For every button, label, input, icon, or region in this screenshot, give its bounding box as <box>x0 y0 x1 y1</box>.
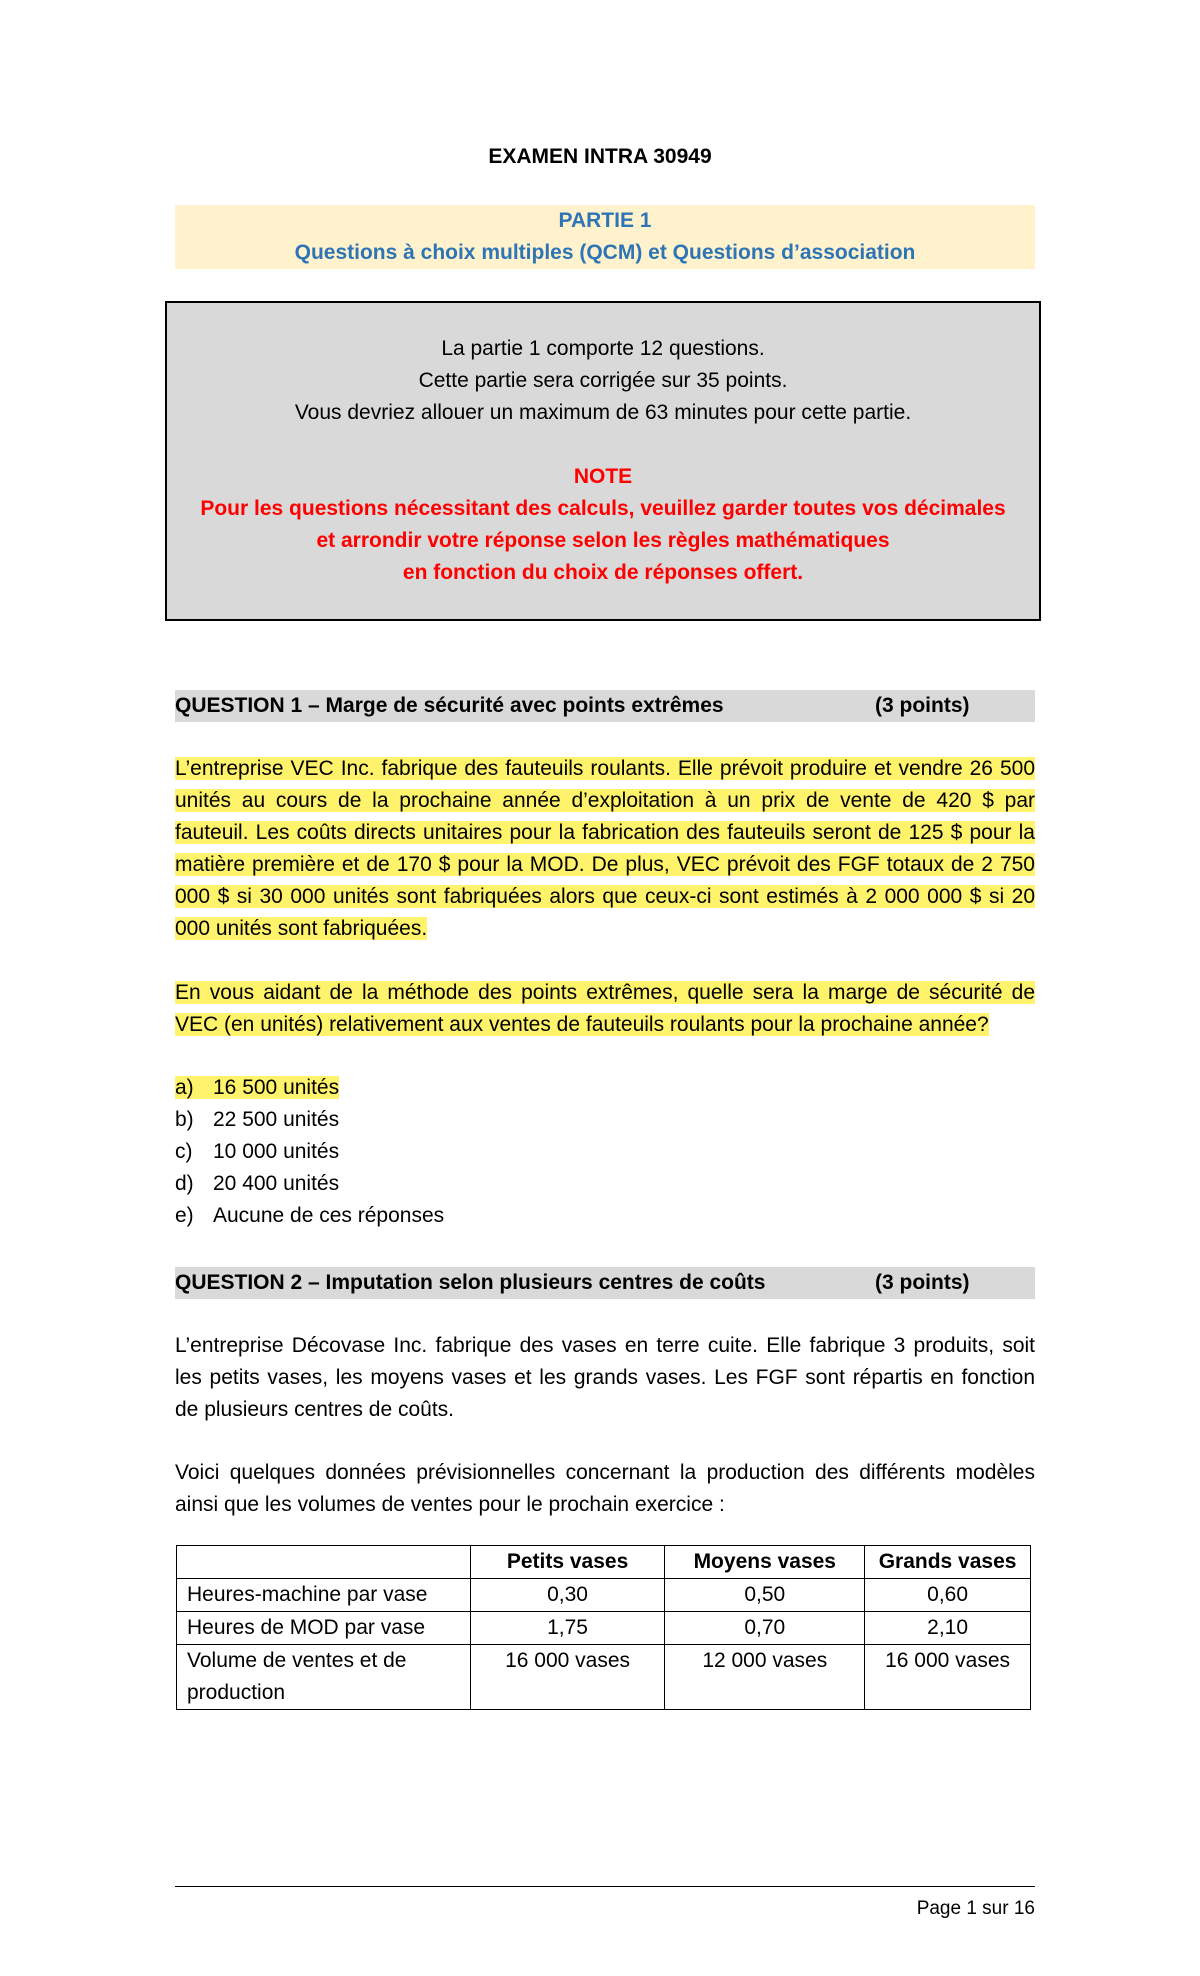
info-line-3: Vous devriez allouer un maximum de 63 minutes pour cette partie. <box>294 401 912 424</box>
option-text: 10 000 unités <box>213 1140 340 1163</box>
question-1-option-e[interactable] <box>175 1200 444 1232</box>
table-cell: 0,70 <box>665 1612 865 1645</box>
question-2-context: L’entreprise Décovase Inc. fabrique des vases en terre cuite. Elle fabrique 3 produits, soit les petits vases, les moyens vases et les grands vases. Les FGF sont répartis en fonction de plusieurs centres de coûts. <box>175 1334 1035 1421</box>
part-label: PARTIE 1 <box>558 209 652 232</box>
instructions-box <box>165 301 1041 621</box>
question-1-statement <box>175 753 1035 945</box>
table-cell: 0,50 <box>665 1579 865 1612</box>
note-line-3: en fonction du choix de réponses offert. <box>402 561 804 584</box>
footer-divider <box>175 1886 1035 1887</box>
table-row <box>177 1645 1031 1710</box>
table-header-cell: Petits vases <box>470 1546 665 1579</box>
table-cell: Heures de MOD par vase <box>177 1612 471 1645</box>
info-line-2: Cette partie sera corrigée sur 35 points. <box>418 369 788 392</box>
question-1-option-b[interactable] <box>175 1104 339 1136</box>
question-1-option-c[interactable] <box>175 1136 339 1168</box>
option-text: Aucune de ces réponses <box>213 1204 445 1227</box>
question-1-option-a[interactable] <box>175 1072 339 1104</box>
question-2-title: QUESTION 2 – Imputation selon plusieurs centres de coûts <box>175 1271 766 1294</box>
option-letter: c) <box>175 1140 193 1163</box>
note-line-2: et arrondir votre réponse selon les règles mathématiques <box>316 529 890 552</box>
part-subtitle: Questions à choix multiples (QCM) et Questions d’association <box>294 241 916 264</box>
question-1-header <box>175 690 1035 722</box>
option-letter: b) <box>175 1108 194 1131</box>
table-row <box>177 1579 1031 1612</box>
question-1-title: QUESTION 1 – Marge de sécurité avec points extrêmes <box>175 694 724 717</box>
option-letter: d) <box>175 1172 194 1195</box>
table-cell: 0,60 <box>865 1579 1031 1612</box>
table-cell: Volume de ventes et de production <box>177 1645 471 1710</box>
production-data-table <box>176 1545 1031 1710</box>
option-letter: e) <box>175 1204 194 1227</box>
table-cell: 1,75 <box>470 1612 665 1645</box>
table-cell: 12 000 vases <box>665 1645 865 1710</box>
note-line-1: Pour les questions nécessitant des calculs, veuillez garder toutes vos décimales <box>200 497 1006 520</box>
part-banner <box>175 205 1035 269</box>
table-header-cell <box>177 1546 471 1579</box>
table-header-cell: Moyens vases <box>665 1546 865 1579</box>
table-cell: 2,10 <box>865 1612 1031 1645</box>
table-cell: 0,30 <box>470 1579 665 1612</box>
question-2-points: (3 points) <box>875 1271 970 1294</box>
table-cell: Heures-machine par vase <box>177 1579 471 1612</box>
table-cell: 16 000 vases <box>865 1645 1031 1710</box>
exam-title: EXAMEN INTRA 30949 <box>488 145 712 168</box>
question-1-context: L’entreprise VEC Inc. fabrique des fauteuils roulants. Elle prévoit produire et vendre 26 500 unités au cours de la prochaine année d’exploitation à un prix de vente de 420 $ par fauteuil. Les coûts directs unitaires pour la fabrication des fauteuils seront de 125 $ pour la matière première et de 170 $ pour la MOD. De plus, VEC prévoit des FGF totaux de 2 750 000 $ si 30 000 unités sont fabriquées alors que ceux-ci sont estimés à 2 000 000 $ si 20 000 unités sont fabriquées. <box>175 757 1035 940</box>
question-2-intro: Voici quelques données prévisionnelles concernant la production des différents modèles ainsi que les volumes de ventes pour le prochain exercice : <box>175 1461 1035 1516</box>
option-text: 16 500 unités <box>213 1076 340 1099</box>
question-1-points: (3 points) <box>875 694 970 717</box>
option-letter: a) <box>175 1076 194 1099</box>
question-1-prompt <box>175 977 1035 1041</box>
page-number: Page 1 sur 16 <box>916 1898 1035 1919</box>
table-header-row <box>177 1546 1031 1579</box>
option-text: 22 500 unités <box>213 1108 340 1131</box>
table-cell: 16 000 vases <box>470 1645 665 1710</box>
note-title: NOTE <box>573 465 633 488</box>
option-text: 20 400 unités <box>213 1172 340 1195</box>
question-2-header <box>175 1267 1035 1299</box>
info-line-1: La partie 1 comporte 12 questions. <box>441 337 765 360</box>
question-1-option-d[interactable] <box>175 1168 339 1200</box>
question-1-question: En vous aidant de la méthode des points extrêmes, quelle sera la marge de sécurité de VEC (en unités) relativement aux ventes de fauteuils roulants pour la prochaine année? <box>175 981 1035 1036</box>
table-header-cell: Grands vases <box>865 1546 1031 1579</box>
table-row <box>177 1612 1031 1645</box>
